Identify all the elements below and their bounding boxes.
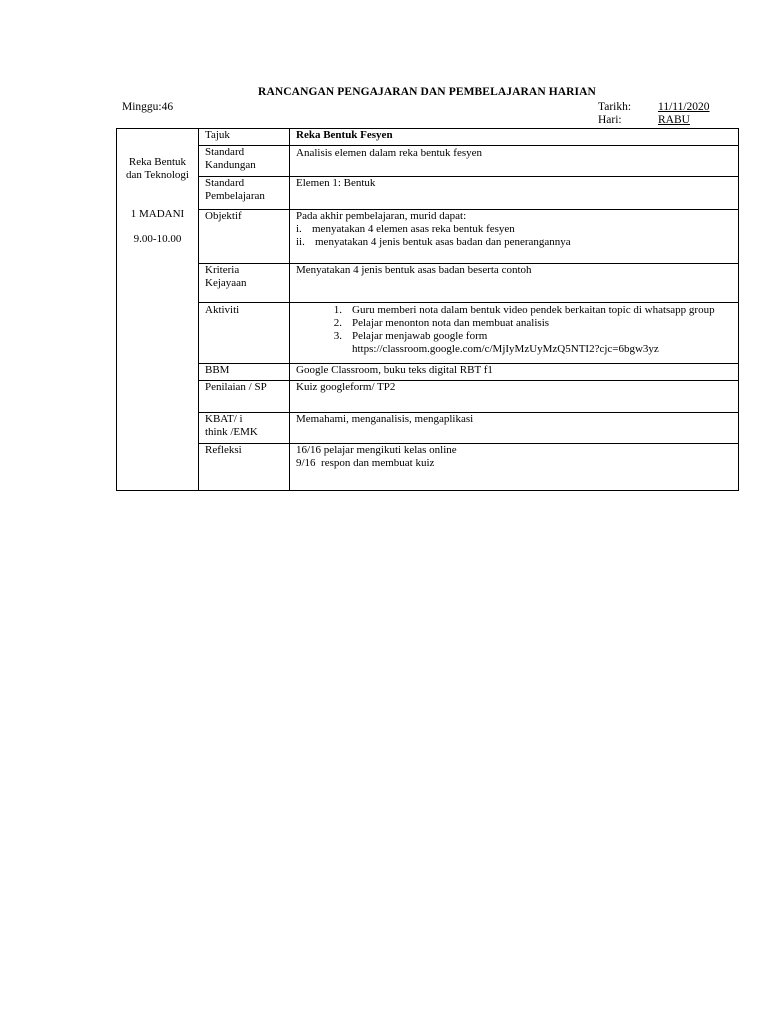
label-line: Pembelajaran bbox=[205, 189, 265, 202]
refleksi-line: 16/16 pelajar mengikuti kelas online bbox=[296, 444, 457, 457]
table-row bbox=[117, 176, 739, 210]
table-row bbox=[117, 364, 739, 381]
list-text: Guru memberi nota dalam bentuk video pendek berkaitan topic di whatsapp group bbox=[352, 304, 715, 317]
list-marker: 3. bbox=[333, 330, 342, 343]
subject-name-line1: Reka Bentuk bbox=[128, 156, 187, 168]
bbm-label: BBM bbox=[199, 364, 290, 381]
list-text: menyatakan 4 elemen asas reka bentuk fesyen bbox=[312, 223, 515, 236]
list-text: Pelajar menjawab google form bbox=[352, 330, 488, 343]
kbat-value: Memahami, menganalisis, mengaplikasi bbox=[290, 412, 739, 443]
table-row bbox=[117, 303, 739, 364]
table-row bbox=[117, 210, 739, 264]
table-row bbox=[117, 412, 739, 443]
list-text: Pelajar menonton nota dan membuat analisis bbox=[352, 317, 550, 330]
google-form-link[interactable]: https://classroom.google.com/c/MjIyMzUyMzQ5NTI2?cjc=6bgw3yz bbox=[352, 343, 659, 356]
subject-name-line2: dan Teknologi bbox=[126, 169, 189, 181]
day-label: Hari: bbox=[598, 114, 622, 126]
date-label: Tarikh: bbox=[598, 101, 632, 113]
label-line: KBAT/ i bbox=[205, 412, 243, 425]
list-item bbox=[296, 236, 732, 249]
list-marker: ii. bbox=[296, 236, 305, 249]
lesson-plan-table bbox=[116, 128, 739, 491]
table-row bbox=[117, 444, 739, 491]
aktiviti-label: Aktiviti bbox=[199, 303, 290, 364]
label-line: Kejayaan bbox=[205, 277, 247, 290]
refleksi-label: Refleksi bbox=[199, 444, 290, 491]
objektif-label: Objektif bbox=[199, 210, 290, 264]
standard-kandungan-value: Analisis elemen dalam reka bentuk fesyen bbox=[290, 146, 739, 176]
objektif-intro: Pada akhir pembelajaran, murid dapat: bbox=[296, 210, 467, 223]
lesson-time: 9.00-10.00 bbox=[133, 233, 182, 245]
refleksi-value bbox=[290, 444, 739, 491]
subject-cell bbox=[117, 129, 199, 491]
kbat-label bbox=[199, 412, 290, 443]
label-line: think /EMK bbox=[205, 425, 258, 438]
list-marker: 1. bbox=[333, 304, 342, 317]
standard-pembelajaran-value: Elemen 1: Bentuk bbox=[290, 176, 739, 210]
tajuk-value: Reka Bentuk Fesyen bbox=[290, 129, 739, 146]
label-line: Standard bbox=[205, 146, 245, 159]
list-item bbox=[296, 223, 732, 236]
date-value: 11/11/2020 bbox=[658, 101, 710, 113]
list-marker: i. bbox=[296, 223, 302, 236]
table-row bbox=[117, 146, 739, 176]
list-marker: 2. bbox=[333, 317, 342, 330]
aktiviti-value bbox=[290, 303, 739, 364]
table-row bbox=[117, 264, 739, 303]
list-item bbox=[296, 304, 732, 317]
penilaian-label: Penilaian / SP bbox=[199, 381, 290, 412]
list-item bbox=[296, 317, 732, 330]
list-item bbox=[296, 343, 732, 356]
kriteria-value: Menyatakan 4 jenis bentuk asas badan beserta contoh bbox=[290, 264, 739, 303]
label-line: Kandungan bbox=[205, 159, 256, 172]
table-row bbox=[117, 381, 739, 412]
label-line: Standard bbox=[205, 176, 245, 189]
day-value: RABU bbox=[658, 114, 690, 126]
bbm-value: Google Classroom, buku teks digital RBT f1 bbox=[290, 364, 739, 381]
label-line: Kriteria bbox=[205, 264, 240, 277]
document-title: RANCANGAN PENGAJARAN DAN PEMBELAJARAN HARIAN bbox=[258, 86, 596, 98]
refleksi-line: 9/16 respon dan membuat kuiz bbox=[296, 457, 435, 470]
objektif-value bbox=[290, 210, 739, 264]
week-label: Minggu:46 bbox=[122, 101, 174, 113]
tajuk-label: Tajuk bbox=[199, 129, 290, 146]
table-row bbox=[117, 129, 739, 146]
list-item bbox=[296, 330, 732, 343]
standard-kandungan-label bbox=[199, 146, 290, 176]
kriteria-label bbox=[199, 264, 290, 303]
list-text: menyatakan 4 jenis bentuk asas badan dan penerangannya bbox=[315, 236, 571, 249]
penilaian-value: Kuiz googleform/ TP2 bbox=[290, 381, 739, 412]
class-name: 1 MADANI bbox=[130, 208, 185, 220]
standard-pembelajaran-label bbox=[199, 176, 290, 210]
